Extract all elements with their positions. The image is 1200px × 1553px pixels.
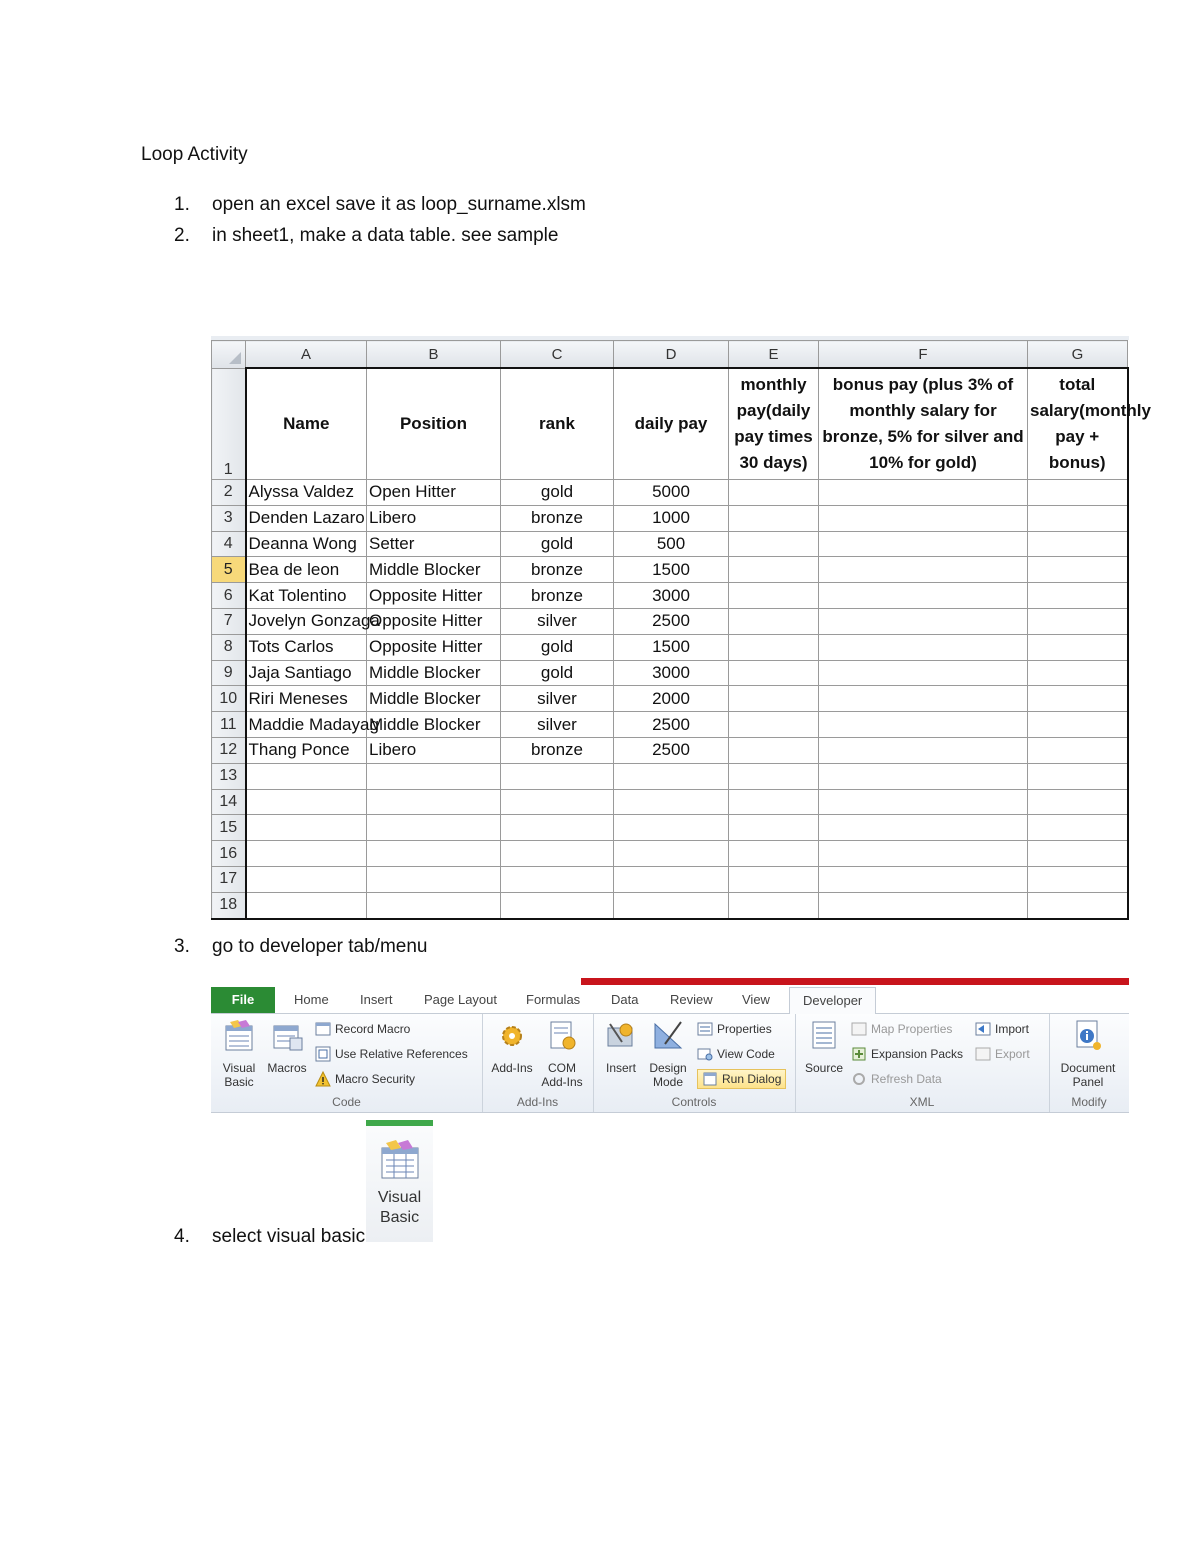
group-label-add-ins: Add-Ins bbox=[516, 1095, 559, 1109]
visual-basic-button-closeup[interactable] bbox=[366, 1120, 433, 1242]
cell-monthly-pay[interactable] bbox=[729, 557, 819, 583]
cell-position[interactable] bbox=[367, 866, 501, 892]
refresh-data-label: Refresh Data bbox=[871, 1072, 942, 1086]
row-number[interactable]: 10 bbox=[212, 686, 246, 712]
cell-daily-pay[interactable]: 3000 bbox=[614, 583, 729, 609]
com-add-ins-icon bbox=[545, 1018, 579, 1052]
document-title: Loop Activity bbox=[141, 144, 248, 165]
cell-rank[interactable]: bronze bbox=[501, 557, 614, 583]
map-properties-button[interactable] bbox=[851, 1021, 952, 1037]
cell-rank[interactable] bbox=[501, 892, 614, 918]
row-number[interactable]: 14 bbox=[212, 789, 246, 815]
cell-name[interactable]: Thang Ponce bbox=[246, 737, 367, 763]
cell-total-salary[interactable] bbox=[1028, 660, 1128, 686]
cell-monthly-pay[interactable] bbox=[729, 763, 819, 789]
cell-name[interactable]: Maddie Madayag bbox=[246, 712, 367, 738]
cell-bonus-pay[interactable] bbox=[819, 480, 1028, 506]
cell-rank[interactable]: silver bbox=[501, 608, 614, 634]
insert-control-button[interactable] bbox=[599, 1018, 643, 1075]
record-macro-label: Record Macro bbox=[335, 1022, 411, 1036]
step-text: open an excel save it as loop_surname.xlsm bbox=[212, 194, 586, 215]
cell-bonus-pay[interactable] bbox=[819, 815, 1028, 841]
group-code bbox=[211, 1014, 483, 1112]
column-header-b[interactable]: B bbox=[367, 341, 501, 369]
cell-daily-pay[interactable]: 5000 bbox=[614, 480, 729, 506]
cell-bonus-pay[interactable] bbox=[819, 789, 1028, 815]
visual-basic-button[interactable] bbox=[219, 1018, 259, 1089]
cell-daily-pay[interactable]: 3000 bbox=[614, 660, 729, 686]
window-accent-bar bbox=[581, 978, 1129, 985]
toolbox-icon bbox=[604, 1018, 638, 1052]
cell-total-salary[interactable] bbox=[1028, 608, 1128, 634]
column-header-a[interactable]: A bbox=[246, 341, 367, 369]
map-properties-icon bbox=[851, 1021, 867, 1037]
step-text: go to developer tab/menu bbox=[212, 936, 428, 957]
tab-page-layout[interactable]: Page Layout bbox=[424, 992, 498, 1007]
cell-monthly-pay[interactable] bbox=[729, 686, 819, 712]
visual-basic-icon bbox=[378, 1138, 422, 1180]
map-properties-label: Map Properties bbox=[871, 1022, 953, 1036]
table-row bbox=[212, 866, 1128, 892]
cell-monthly-pay[interactable] bbox=[729, 815, 819, 841]
import-button[interactable] bbox=[975, 1021, 1029, 1037]
gear-icon bbox=[495, 1018, 529, 1052]
tab-formulas[interactable]: Formulas bbox=[526, 992, 581, 1007]
group-label-modify: Modify bbox=[1071, 1095, 1107, 1109]
design-mode-button[interactable] bbox=[645, 1018, 691, 1089]
design-mode-label: Design Mode bbox=[649, 1061, 687, 1089]
table-row bbox=[212, 531, 1128, 557]
cell-position[interactable] bbox=[367, 815, 501, 841]
cell-rank[interactable] bbox=[501, 763, 614, 789]
expansion-packs-icon bbox=[851, 1046, 867, 1062]
tab-data[interactable]: Data bbox=[611, 992, 639, 1007]
view-code-button[interactable] bbox=[697, 1046, 775, 1062]
spreadsheet-sample bbox=[211, 340, 1151, 924]
table-row bbox=[212, 634, 1128, 660]
table-row bbox=[212, 583, 1128, 609]
cell-total-salary[interactable] bbox=[1028, 557, 1128, 583]
cell-monthly-pay[interactable] bbox=[729, 712, 819, 738]
row-number[interactable]: 11 bbox=[212, 712, 246, 738]
table-row bbox=[212, 763, 1128, 789]
cell-total-salary[interactable] bbox=[1028, 841, 1128, 867]
cell-position[interactable]: Middle Blocker bbox=[367, 660, 501, 686]
column-header-row bbox=[212, 341, 1128, 369]
cell-rank[interactable] bbox=[501, 866, 614, 892]
cell-name[interactable]: Deanna Wong bbox=[246, 531, 367, 557]
tab-developer[interactable]: Developer bbox=[789, 987, 876, 1015]
table-row bbox=[212, 712, 1128, 738]
column-header-c[interactable]: C bbox=[501, 341, 614, 369]
cell-position[interactable]: Libero bbox=[367, 737, 501, 763]
cell-bonus-pay[interactable] bbox=[819, 686, 1028, 712]
cell-daily-pay[interactable] bbox=[614, 815, 729, 841]
cell-total-salary[interactable] bbox=[1028, 583, 1128, 609]
cell-monthly-pay[interactable] bbox=[729, 634, 819, 660]
cell-position[interactable]: Opposite Hitter bbox=[367, 608, 501, 634]
export-icon bbox=[975, 1046, 991, 1062]
cell-bonus-pay[interactable] bbox=[819, 557, 1028, 583]
tab-home[interactable]: Home bbox=[294, 992, 329, 1007]
cell-monthly-pay[interactable] bbox=[729, 583, 819, 609]
table-row bbox=[212, 660, 1128, 686]
cell-rank[interactable]: gold bbox=[501, 480, 614, 506]
cell-position[interactable]: Opposite Hitter bbox=[367, 634, 501, 660]
step-number: 2. bbox=[174, 225, 190, 246]
cell-bonus-pay[interactable] bbox=[819, 737, 1028, 763]
table-header-row bbox=[212, 368, 1128, 480]
cell-total-salary[interactable] bbox=[1028, 686, 1128, 712]
cell-monthly-pay[interactable] bbox=[729, 480, 819, 506]
cell-daily-pay[interactable] bbox=[614, 789, 729, 815]
import-icon bbox=[975, 1021, 991, 1037]
row-number[interactable]: 9 bbox=[212, 660, 246, 686]
cell-bonus-pay[interactable] bbox=[819, 841, 1028, 867]
source-icon bbox=[807, 1018, 841, 1052]
table-row bbox=[212, 608, 1128, 634]
row-number[interactable]: 17 bbox=[212, 866, 246, 892]
table-row bbox=[212, 789, 1128, 815]
tab-insert[interactable]: Insert bbox=[360, 992, 393, 1007]
cell-daily-pay[interactable]: 1500 bbox=[614, 634, 729, 660]
properties-icon bbox=[697, 1021, 713, 1037]
macro-security-label: Macro Security bbox=[335, 1072, 416, 1086]
refresh-icon bbox=[851, 1071, 867, 1087]
cell-name[interactable]: Alyssa Valdez bbox=[246, 480, 367, 506]
cell-monthly-pay[interactable] bbox=[729, 737, 819, 763]
visual-basic-icon bbox=[222, 1018, 256, 1052]
step-text: in sheet1, make a data table. see sample bbox=[212, 225, 559, 246]
import-label: Import bbox=[995, 1022, 1030, 1036]
com-add-ins-label: COM Add-Ins bbox=[541, 1061, 583, 1089]
document-panel-icon bbox=[1071, 1018, 1105, 1052]
cell-position[interactable]: Middle Blocker bbox=[367, 686, 501, 712]
add-ins-label: Add-Ins bbox=[491, 1061, 533, 1075]
select-all-corner[interactable] bbox=[212, 341, 246, 369]
cell-daily-pay[interactable] bbox=[614, 892, 729, 918]
cell-total-salary[interactable] bbox=[1028, 892, 1128, 918]
document-panel-button[interactable] bbox=[1053, 1018, 1123, 1089]
column-header-d[interactable]: D bbox=[614, 341, 729, 369]
properties-button[interactable] bbox=[697, 1021, 772, 1037]
row-number[interactable]: 18 bbox=[212, 892, 246, 918]
group-add-ins bbox=[482, 1014, 594, 1112]
ribbon-tabs bbox=[211, 987, 1129, 1014]
table-row bbox=[212, 505, 1128, 531]
step-number: 4. bbox=[174, 1226, 190, 1247]
cell-name[interactable] bbox=[246, 892, 367, 918]
export-label: Export bbox=[995, 1047, 1030, 1061]
cell-name[interactable]: Bea de leon bbox=[246, 557, 367, 583]
cell-rank[interactable]: silver bbox=[501, 686, 614, 712]
cell-rank[interactable] bbox=[501, 815, 614, 841]
cell-bonus-pay[interactable] bbox=[819, 608, 1028, 634]
cell-position[interactable]: Middle Blocker bbox=[367, 712, 501, 738]
table-row bbox=[212, 815, 1128, 841]
cell-position[interactable]: Libero bbox=[367, 505, 501, 531]
macros-button[interactable] bbox=[265, 1018, 309, 1075]
step-text: select visual basic bbox=[212, 1226, 366, 1247]
cell-bonus-pay[interactable] bbox=[819, 583, 1028, 609]
table-row bbox=[212, 737, 1128, 763]
insert-control-label: Insert bbox=[605, 1061, 636, 1075]
cell-name[interactable]: Jaja Santiago bbox=[246, 660, 367, 686]
table-row bbox=[212, 557, 1128, 583]
cell-name[interactable]: Jovelyn Gonzaga bbox=[246, 608, 367, 634]
cell-name[interactable]: Tots Carlos bbox=[246, 634, 367, 660]
cell-monthly-pay[interactable] bbox=[729, 841, 819, 867]
cell-monthly-pay[interactable] bbox=[729, 608, 819, 634]
cell-daily-pay[interactable] bbox=[614, 763, 729, 789]
tab-file[interactable]: File bbox=[211, 987, 275, 1013]
cell-rank[interactable]: bronze bbox=[501, 505, 614, 531]
cell-total-salary[interactable] bbox=[1028, 763, 1128, 789]
cell-daily-pay[interactable] bbox=[614, 841, 729, 867]
cell-total-salary[interactable] bbox=[1028, 815, 1128, 841]
cell-position[interactable] bbox=[367, 841, 501, 867]
cell-daily-pay[interactable]: 1500 bbox=[614, 557, 729, 583]
row-number[interactable]: 15 bbox=[212, 815, 246, 841]
cell-monthly-pay[interactable] bbox=[729, 660, 819, 686]
cell-rank[interactable] bbox=[501, 789, 614, 815]
cell-bonus-pay[interactable] bbox=[819, 892, 1028, 918]
table-row bbox=[212, 480, 1128, 506]
cell-total-salary[interactable] bbox=[1028, 480, 1128, 506]
cell-daily-pay[interactable]: 1000 bbox=[614, 505, 729, 531]
row-number[interactable]: 5 bbox=[212, 557, 246, 583]
cell-total-salary[interactable] bbox=[1028, 866, 1128, 892]
row-number[interactable]: 7 bbox=[212, 608, 246, 634]
com-add-ins-button[interactable] bbox=[538, 1018, 586, 1089]
macro-security-button[interactable] bbox=[315, 1071, 415, 1087]
row-number[interactable]: 13 bbox=[212, 763, 246, 789]
cell-name[interactable] bbox=[246, 841, 367, 867]
step-number: 1. bbox=[174, 194, 190, 215]
run-dialog-label: Run Dialog bbox=[722, 1072, 782, 1086]
cell-bonus-pay[interactable] bbox=[819, 763, 1028, 789]
cell-daily-pay[interactable]: 500 bbox=[614, 531, 729, 557]
step-4 bbox=[174, 1226, 365, 1248]
cell-total-salary[interactable] bbox=[1028, 712, 1128, 738]
cell-rank[interactable]: gold bbox=[501, 531, 614, 557]
group-label-code: Code bbox=[332, 1095, 361, 1109]
cell-rank[interactable]: silver bbox=[501, 712, 614, 738]
cell-daily-pay[interactable]: 2000 bbox=[614, 686, 729, 712]
tab-review[interactable]: Review bbox=[670, 992, 713, 1007]
add-ins-button[interactable] bbox=[488, 1018, 536, 1075]
cell-name[interactable] bbox=[246, 815, 367, 841]
table-row bbox=[212, 686, 1128, 712]
view-code-icon bbox=[697, 1046, 713, 1062]
refresh-data-button[interactable] bbox=[851, 1071, 942, 1087]
cell-name[interactable] bbox=[246, 866, 367, 892]
cell-total-salary[interactable] bbox=[1028, 531, 1128, 557]
cell-rank[interactable]: gold bbox=[501, 634, 614, 660]
cell-total-salary[interactable] bbox=[1028, 789, 1128, 815]
row-number[interactable]: 2 bbox=[212, 480, 246, 506]
header-total-salary[interactable]: total salary(monthly pay + bonus) bbox=[1028, 368, 1128, 480]
cell-position[interactable]: Middle Blocker bbox=[367, 557, 501, 583]
tab-view[interactable]: View bbox=[742, 992, 770, 1007]
expansion-packs-button[interactable] bbox=[851, 1046, 963, 1062]
group-xml bbox=[795, 1014, 1050, 1112]
cell-total-salary[interactable] bbox=[1028, 634, 1128, 660]
cell-monthly-pay[interactable] bbox=[729, 531, 819, 557]
cell-bonus-pay[interactable] bbox=[819, 866, 1028, 892]
column-header-g[interactable]: G bbox=[1028, 341, 1128, 369]
thumb-accent-bar bbox=[366, 1120, 433, 1126]
expansion-packs-label: Expansion Packs bbox=[871, 1047, 964, 1061]
cell-daily-pay[interactable]: 2500 bbox=[614, 712, 729, 738]
cell-total-salary[interactable] bbox=[1028, 505, 1128, 531]
cell-name[interactable]: Denden Lazaro bbox=[246, 505, 367, 531]
view-code-label: View Code bbox=[717, 1047, 775, 1061]
cell-bonus-pay[interactable] bbox=[819, 660, 1028, 686]
group-label-xml: XML bbox=[909, 1095, 935, 1109]
cell-position[interactable] bbox=[367, 892, 501, 918]
cell-bonus-pay[interactable] bbox=[819, 531, 1028, 557]
cell-name[interactable]: Kat Tolentino bbox=[246, 583, 367, 609]
step-1 bbox=[174, 194, 586, 216]
step-number: 3. bbox=[174, 936, 190, 957]
cell-bonus-pay[interactable] bbox=[819, 505, 1028, 531]
document-panel-label: Document Panel bbox=[1060, 1061, 1116, 1089]
header-monthly-pay[interactable]: monthly pay(daily pay times 30 days) bbox=[729, 368, 819, 480]
step-3 bbox=[174, 936, 428, 958]
ribbon-body bbox=[211, 1014, 1129, 1113]
excel-ribbon bbox=[211, 978, 1129, 1114]
cell-rank[interactable]: gold bbox=[501, 660, 614, 686]
cell-monthly-pay[interactable] bbox=[729, 505, 819, 531]
header-name[interactable]: Name bbox=[246, 368, 367, 480]
cell-total-salary[interactable] bbox=[1028, 737, 1128, 763]
header-rank[interactable]: rank bbox=[501, 368, 614, 480]
column-header-e[interactable]: E bbox=[729, 341, 819, 369]
column-header-f[interactable]: F bbox=[819, 341, 1028, 369]
header-bonus-pay[interactable]: bonus pay (plus 3% of monthly salary for bronze, 5% for silver and 10% for gold) bbox=[819, 368, 1028, 480]
warning-icon bbox=[315, 1071, 331, 1087]
row-number[interactable]: 12 bbox=[212, 737, 246, 763]
cell-position[interactable] bbox=[367, 789, 501, 815]
use-relative-references-label: Use Relative References bbox=[335, 1047, 468, 1061]
table-row bbox=[212, 892, 1128, 918]
table-row bbox=[212, 841, 1128, 867]
macros-label: Macros bbox=[267, 1061, 307, 1075]
row-number[interactable]: 1 bbox=[212, 368, 246, 480]
relative-references-icon bbox=[315, 1046, 331, 1062]
cell-monthly-pay[interactable] bbox=[729, 789, 819, 815]
row-number[interactable]: 6 bbox=[212, 583, 246, 609]
cell-bonus-pay[interactable] bbox=[819, 712, 1028, 738]
row-number[interactable]: 4 bbox=[212, 531, 246, 557]
cell-bonus-pay[interactable] bbox=[819, 634, 1028, 660]
cell-position[interactable]: Opposite Hitter bbox=[367, 583, 501, 609]
cell-name[interactable] bbox=[246, 763, 367, 789]
cell-rank[interactable]: bronze bbox=[501, 583, 614, 609]
source-button[interactable] bbox=[801, 1018, 847, 1075]
header-position[interactable]: Position bbox=[367, 368, 501, 480]
cell-position[interactable]: Open Hitter bbox=[367, 480, 501, 506]
cell-name[interactable] bbox=[246, 789, 367, 815]
group-controls bbox=[593, 1014, 796, 1112]
record-macro-icon bbox=[315, 1021, 331, 1037]
row-number[interactable]: 3 bbox=[212, 505, 246, 531]
source-label: Source bbox=[804, 1061, 844, 1075]
cell-position[interactable]: Setter bbox=[367, 531, 501, 557]
cell-monthly-pay[interactable] bbox=[729, 892, 819, 918]
record-macro-button[interactable] bbox=[315, 1021, 410, 1037]
cell-daily-pay[interactable]: 2500 bbox=[614, 608, 729, 634]
cell-monthly-pay[interactable] bbox=[729, 866, 819, 892]
macros-icon bbox=[270, 1018, 304, 1052]
sheet-table bbox=[211, 340, 1151, 920]
visual-basic-thumb-label: Visual Basic bbox=[377, 1189, 422, 1226]
run-dialog-icon bbox=[702, 1071, 718, 1087]
group-modify bbox=[1049, 1014, 1129, 1112]
row-number[interactable]: 8 bbox=[212, 634, 246, 660]
header-daily-pay[interactable]: daily pay bbox=[614, 368, 729, 480]
design-mode-icon bbox=[651, 1018, 685, 1052]
properties-label: Properties bbox=[717, 1022, 772, 1036]
cell-rank[interactable]: bronze bbox=[501, 737, 614, 763]
cell-rank[interactable] bbox=[501, 841, 614, 867]
group-label-controls: Controls bbox=[671, 1095, 717, 1109]
use-relative-references-button[interactable] bbox=[315, 1046, 468, 1062]
cell-position[interactable] bbox=[367, 763, 501, 789]
step-2 bbox=[174, 225, 558, 247]
visual-basic-label: Visual Basic bbox=[222, 1061, 256, 1089]
row-number[interactable]: 16 bbox=[212, 841, 246, 867]
export-button[interactable] bbox=[975, 1046, 1030, 1062]
cell-daily-pay[interactable]: 2500 bbox=[614, 737, 729, 763]
cell-daily-pay[interactable] bbox=[614, 866, 729, 892]
run-dialog-button[interactable] bbox=[697, 1069, 786, 1089]
cell-name[interactable]: Riri Meneses bbox=[246, 686, 367, 712]
